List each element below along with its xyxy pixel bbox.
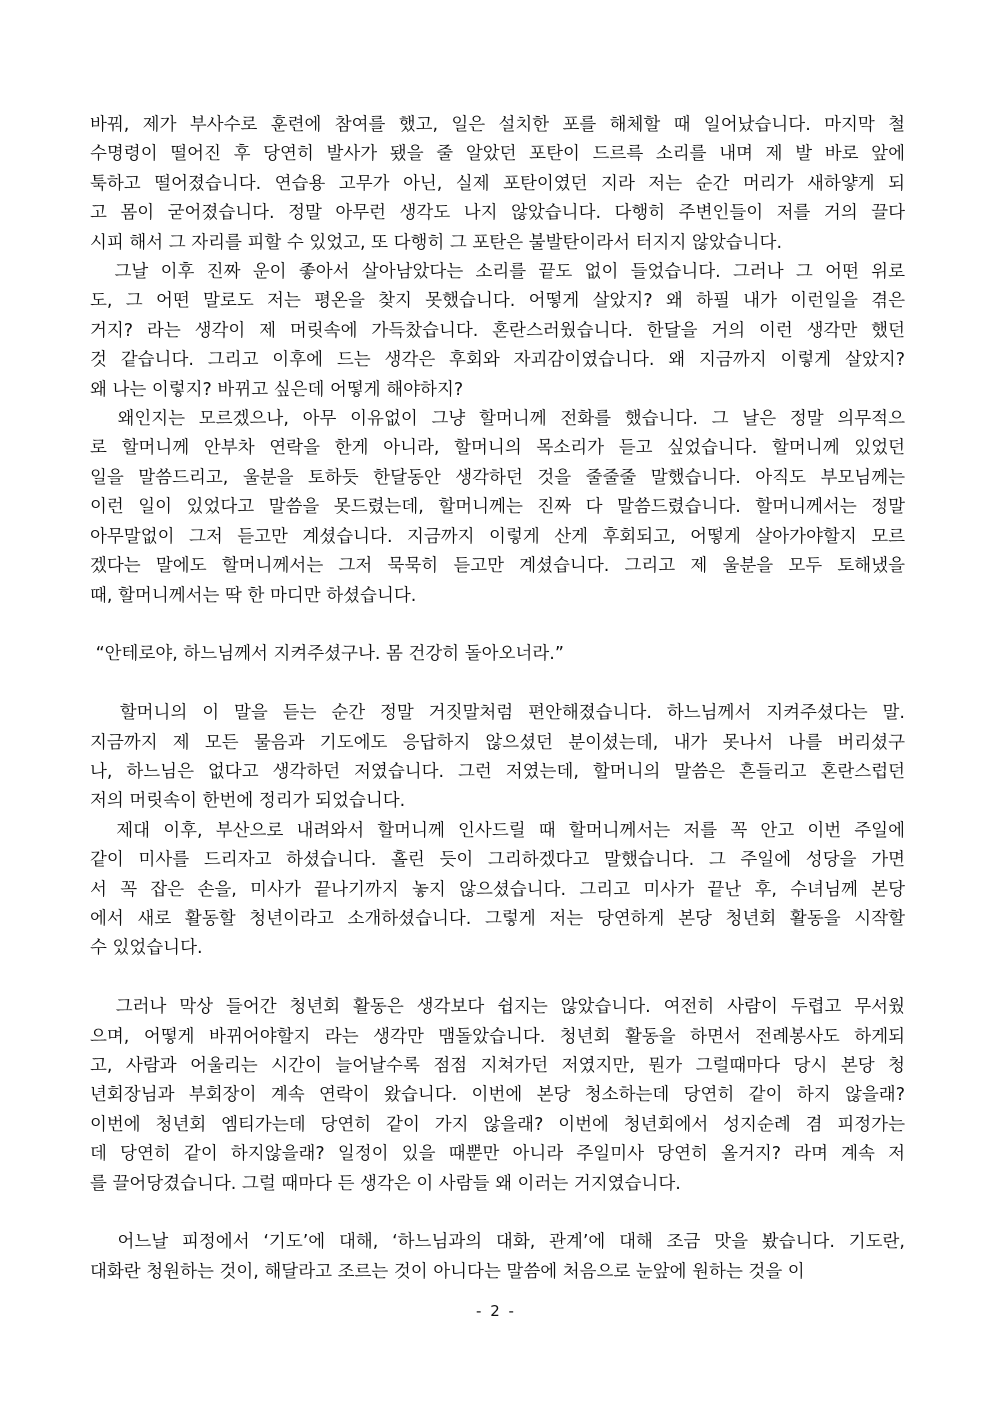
paragraph-gap	[90, 611, 905, 640]
text-line: 년회장님과 부회장이 계속 연락이 왔습니다. 이번에 본당 청소하는데 당연히 같이 하지 않을래?	[90, 1085, 905, 1106]
text-line: 바꿔, 제가 부사수로 훈련에 참여를 했고, 일은 설치한 포를 해체할 때 일어났습니다. 마지막 철	[90, 115, 905, 135]
text-line: 데 당연히 같이 하지않을래? 일정이 있을 때뿐만 아니라 주일미사 당연히 올거지? 라며 계속 저	[90, 1144, 905, 1165]
text-line: 나, 하느님은 없다고 생각하던 저였습니다. 그런 저였는데, 할머니의 말씀은 흔들리고 혼란스럽던	[90, 761, 905, 782]
text-line: 에서 새로 활동할 청년이라고 소개하셨습니다. 그렇게 저는 당연하게 본당 청년회 활동을 시작할	[90, 908, 905, 929]
text-line: 왜 나는 이렇지? 바뀌고 싶은데 어떻게 해야하지?	[90, 379, 464, 400]
text-line: 서 꼭 잡은 손을, 미사가 끝나기까지 놓지 않으셨습니다. 그리고 미사가 끝난 후, 수녀님께 본당	[90, 879, 905, 900]
text-line: 것 같습니다. 그리고 이후에 드는 생각은 후회와 자괴감이였습니다. 왜 지금까지 이렇게 살았지?	[90, 350, 905, 371]
text-line: 수명령이 떨어진 후 당연히 발사가 됐을 줄 알았던 포탄이 드르륵 소리를 내며 제 발 바로 앞에	[90, 144, 905, 165]
document-body	[90, 111, 905, 1287]
text-line: 할머니의 이 말을 듣는 순간 정말 거짓말처럼 편안해졌습니다. 하느님께서 지켜주셨다는 말.	[90, 703, 905, 724]
text-line: 를 끌어당겼습니다. 그럴 때마다 든 생각은 이 사람들 왜 이러는 거지였습니다.	[90, 1173, 681, 1194]
paragraph	[90, 258, 905, 405]
text-line: 거지? 라는 생각이 제 머릿속에 가득찼습니다. 혼란스러웠습니다. 한달을 거의 이런 생각만 했던	[90, 320, 905, 341]
text-line: 수 있었습니다.	[90, 938, 203, 959]
text-line: 아무말없이 그저 듣고만 계셨습니다. 지금까지 이렇게 산게 후회되고, 어떻게 살아가야할지 모르	[90, 526, 905, 547]
text-line: 왜인지는 모르겠으나, 아무 이유없이 그냥 할머니께 전화를 했습니다. 그 날은 정말 의무적으	[90, 409, 905, 430]
paragraph	[90, 699, 905, 817]
text-line: 고, 사람과 어울리는 시간이 늘어날수록 점점 지쳐가던 저였지만, 뭔가 그럴때마다 당시 본당 청	[90, 1055, 905, 1076]
page-number: - 2 -	[476, 1302, 516, 1320]
paragraph-gap	[90, 670, 905, 699]
paragraph	[90, 640, 905, 669]
paragraph-gap	[90, 964, 905, 993]
text-line: 툭하고 떨어졌습니다. 연습용 고무가 아닌, 실제 포탄이였던 지라 저는 순간 머리가 새하얗게 되	[90, 173, 905, 194]
paragraph	[90, 817, 905, 964]
text-line: 제대 이후, 부산으로 내려와서 할머니께 인사드릴 때 할머니께서는 저를 꼭 안고 이번 주일에	[90, 820, 905, 841]
text-line: “안테로야, 하느님께서 지켜주셨구나. 몸 건강히 돌아오너라.”	[90, 644, 564, 665]
text-line: 고 몸이 굳어졌습니다. 정말 아무런 생각도 나지 않았습니다. 다행히 주변인들이 저를 거의 끌다	[90, 203, 905, 224]
text-line: 때, 할머니께서는 딱 한 마디만 하셨습니다.	[90, 585, 417, 606]
text-line: 같이 미사를 드리자고 하셨습니다. 홀린 듯이 그리하겠다고 말했습니다. 그 주일에 성당을 가면	[90, 850, 905, 871]
paragraph	[90, 405, 905, 611]
text-line: 겠다는 말에도 할머니께서는 그저 묵묵히 듣고만 계셨습니다. 그리고 제 울분을 모두 토해냈을	[90, 556, 905, 577]
text-line: 이번에 청년회 엠티가는데 당연히 같이 가지 않을래? 이번에 청년회에서 성지순례 겸 피정가는	[90, 1114, 905, 1135]
text-line: 대화란 청원하는 것이, 해달라고 조르는 것이 아니다는 말씀에 처음으로 눈앞에 원하는 것을 이	[90, 1261, 805, 1282]
text-line: 저의 머릿속이 한번에 정리가 되었습니다.	[90, 791, 406, 812]
text-line: 지금까지 제 모든 물음과 기도에도 응답하지 않으셨던 분이셨는데, 내가 못나서 나를 버리셨구	[90, 732, 905, 753]
paragraph	[90, 111, 905, 258]
paragraph-gap	[90, 1199, 905, 1228]
text-line: 로 할머니께 안부차 연락을 한게 아니라, 할머니의 목소리가 듣고 싶었습니다. 할머니께 있었던	[90, 438, 905, 459]
paragraph	[90, 993, 905, 1199]
text-line: 일을 말씀드리고, 울분을 토하듯 한달동안 생각하던 것을 줄줄줄 말했습니다. 아직도 부모님께는	[90, 467, 905, 488]
text-line: 시피 해서 그 자리를 피할 수 있었고, 또 다행히 그 포탄은 불발탄이라서 터지지 않았습니다.	[90, 232, 783, 253]
paragraph	[90, 1228, 905, 1287]
text-line: 어느날 피정에서 ‘기도’에 대해, ‘하느님과의 대화, 관계’에 대해 조금 맛을 봤습니다. 기도란,	[90, 1232, 905, 1253]
text-line: 그러나 막상 들어간 청년회 활동은 생각보다 쉽지는 않았습니다. 여전히 사람이 두렵고 무서웠	[90, 997, 905, 1018]
text-line: 도, 그 어떤 말로도 저는 평온을 찾지 못했습니다. 어떻게 살았지? 왜 하필 내가 이런일을 겪은	[90, 291, 905, 312]
text-line: 이런 일이 있었다고 말씀을 못드렸는데, 할머니께는 진짜 다 말씀드렸습니다. 할머니께서는 정말	[90, 497, 905, 518]
text-line: 으며, 어떻게 바뀌어야할지 라는 생각만 맴돌았습니다. 청년회 활동을 하면서 전례봉사도 하게되	[90, 1026, 905, 1047]
text-line: 그날 이후 진짜 운이 좋아서 살아남았다는 소리를 끝도 없이 들었습니다. 그러나 그 어떤 위로	[90, 262, 905, 283]
